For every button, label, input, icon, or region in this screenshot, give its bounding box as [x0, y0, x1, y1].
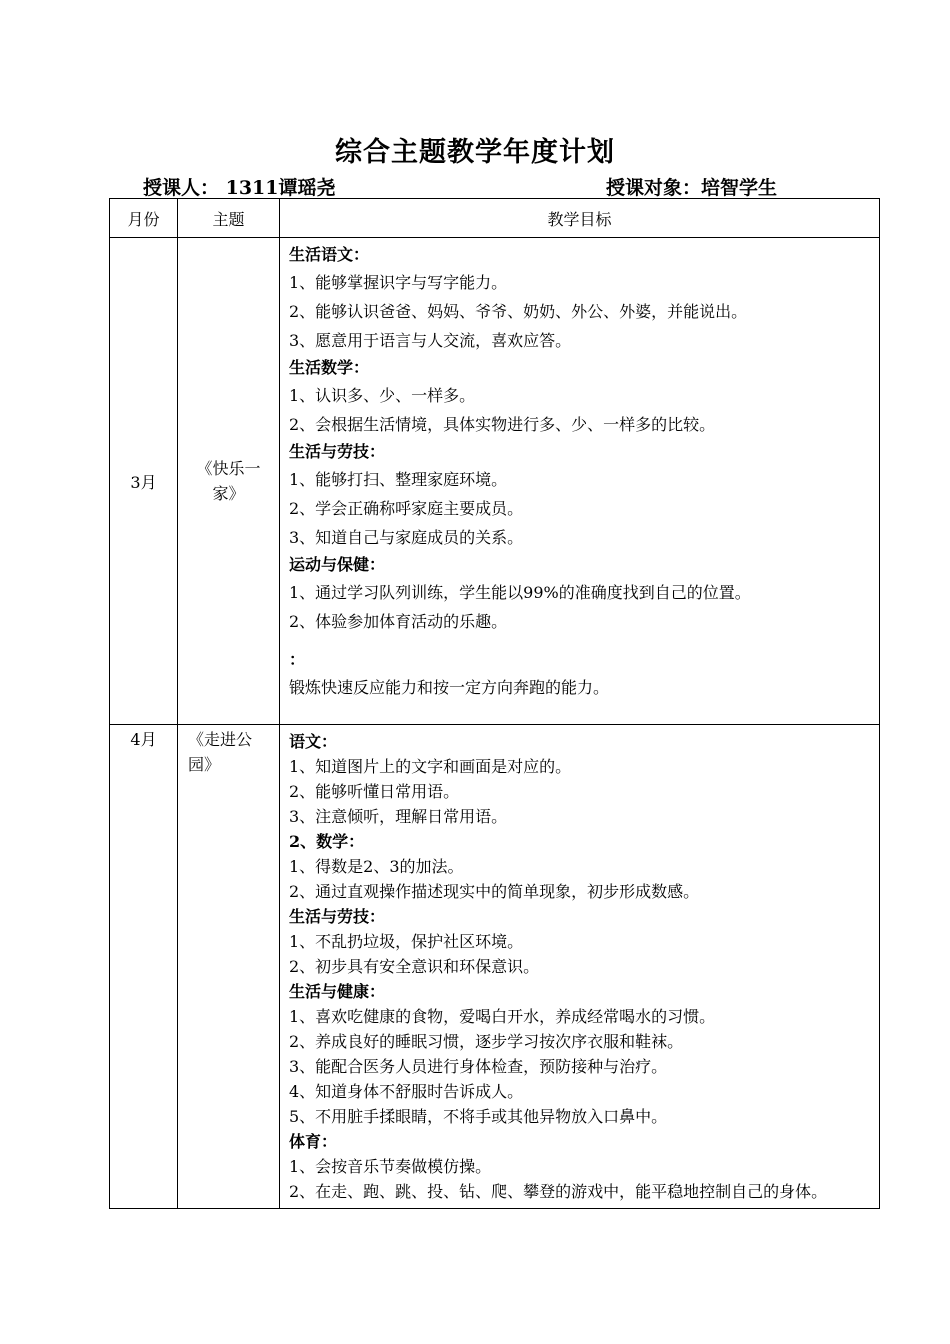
- theme-cell: [178, 725, 280, 1209]
- page-title: 综合主题教学年度计划: [335, 137, 615, 168]
- goal-line: 1、不乱扔垃圾，保护社区环境。: [289, 932, 524, 951]
- header-theme: 主题: [178, 199, 280, 238]
- theme-text: 《走进公园》: [188, 730, 253, 774]
- section-heading: 生活与劳技：: [289, 907, 386, 926]
- goal-line: 2、能够认识爸爸、妈妈、爷爷、奶奶、外公、外婆，并能说出。: [289, 302, 748, 321]
- goal-line: 1、会按音乐节奏做模仿操。: [289, 1157, 492, 1176]
- goal-line: 2、会根据生活情境，具体实物进行多、少、一样多的比较。: [289, 415, 716, 434]
- goal-line: 5、不用脏手揉眼睛，不将手或其他异物放入口鼻中。: [289, 1107, 668, 1126]
- goal-line: 3、知道自己与家庭成员的关系。: [289, 528, 524, 547]
- header-goals: 教学目标: [280, 199, 880, 238]
- teacher-label: 授课人： 1311谭瑶尧: [143, 177, 336, 199]
- goal-line: 1、能够掌握识字与写字能力。: [289, 273, 508, 292]
- goal-line: 3、注意倾听，理解日常用语。: [289, 807, 508, 826]
- goal-line: 1、能够打扫、整理家庭环境。: [289, 470, 508, 489]
- header-month: 月份: [110, 199, 178, 238]
- goals-cell: [280, 238, 880, 725]
- goal-line: 4、知道身体不舒服时告诉成人。: [289, 1082, 524, 1101]
- goal-line: 锻炼快速反应能力和按一定方向奔跑的能力。: [289, 678, 610, 697]
- section-heading: 生活与健康：: [289, 982, 386, 1001]
- goals-cell: [280, 725, 880, 1209]
- goal-line: 1、认识多、少、一样多。: [289, 386, 476, 405]
- goal-line: 1、得数是2、3的加法。: [289, 857, 464, 876]
- goal-line: 3、愿意用于语言与人交流，喜欢应答。: [289, 331, 572, 350]
- audience-label: 授课对象：培智学生: [606, 177, 778, 199]
- goal-line: 1、知道图片上的文字和画面是对应的。: [289, 757, 572, 776]
- goal-line: 2、初步具有安全意识和环保意识。: [289, 957, 540, 976]
- goal-line: 2、通过直观操作描述现实中的简单现象，初步形成数感。: [289, 882, 700, 901]
- section-heading: 生活数学：: [289, 358, 370, 377]
- plan-table: [109, 198, 880, 1209]
- goal-line: 2、养成良好的睡眠习惯，逐步学习按次序衣服和鞋袜。: [289, 1032, 684, 1051]
- goal-line: 2、能够听懂日常用语。: [289, 782, 460, 801]
- section-heading: ：: [289, 650, 306, 669]
- section-heading: 生活与劳技：: [289, 442, 386, 461]
- section-heading: 2、数学：: [289, 832, 365, 851]
- table-row: [110, 725, 880, 1209]
- section-heading: 运动与保健：: [289, 555, 386, 574]
- goal-line: 2、学会正确称呼家庭主要成员。: [289, 499, 524, 518]
- table-header-row: [110, 199, 880, 238]
- section-heading: 语文：: [289, 732, 338, 751]
- goal-line: 1、通过学习队列训练，学生能以99%的准确度找到自己的位置。: [289, 583, 751, 602]
- goal-line: 2、在走、跑、跳、投、钻、爬、攀登的游戏中，能平稳地控制自己的身体。: [289, 1182, 828, 1201]
- table-row: [110, 238, 880, 725]
- goal-line: 1、喜欢吃健康的食物，爱喝白开水，养成经常喝水的习惯。: [289, 1007, 716, 1026]
- theme-text: 《快乐一家》: [196, 459, 261, 503]
- section-heading: 体育：: [289, 1132, 338, 1151]
- goal-line: 3、能配合医务人员进行身体检查，预防接种与治疗。: [289, 1057, 668, 1076]
- month-cell: 4月: [110, 725, 178, 1209]
- goal-line: 2、体验参加体育活动的乐趣。: [289, 612, 508, 631]
- theme-cell: [178, 238, 280, 725]
- month-cell: 3月: [110, 238, 178, 725]
- section-heading: 生活语文：: [289, 245, 370, 264]
